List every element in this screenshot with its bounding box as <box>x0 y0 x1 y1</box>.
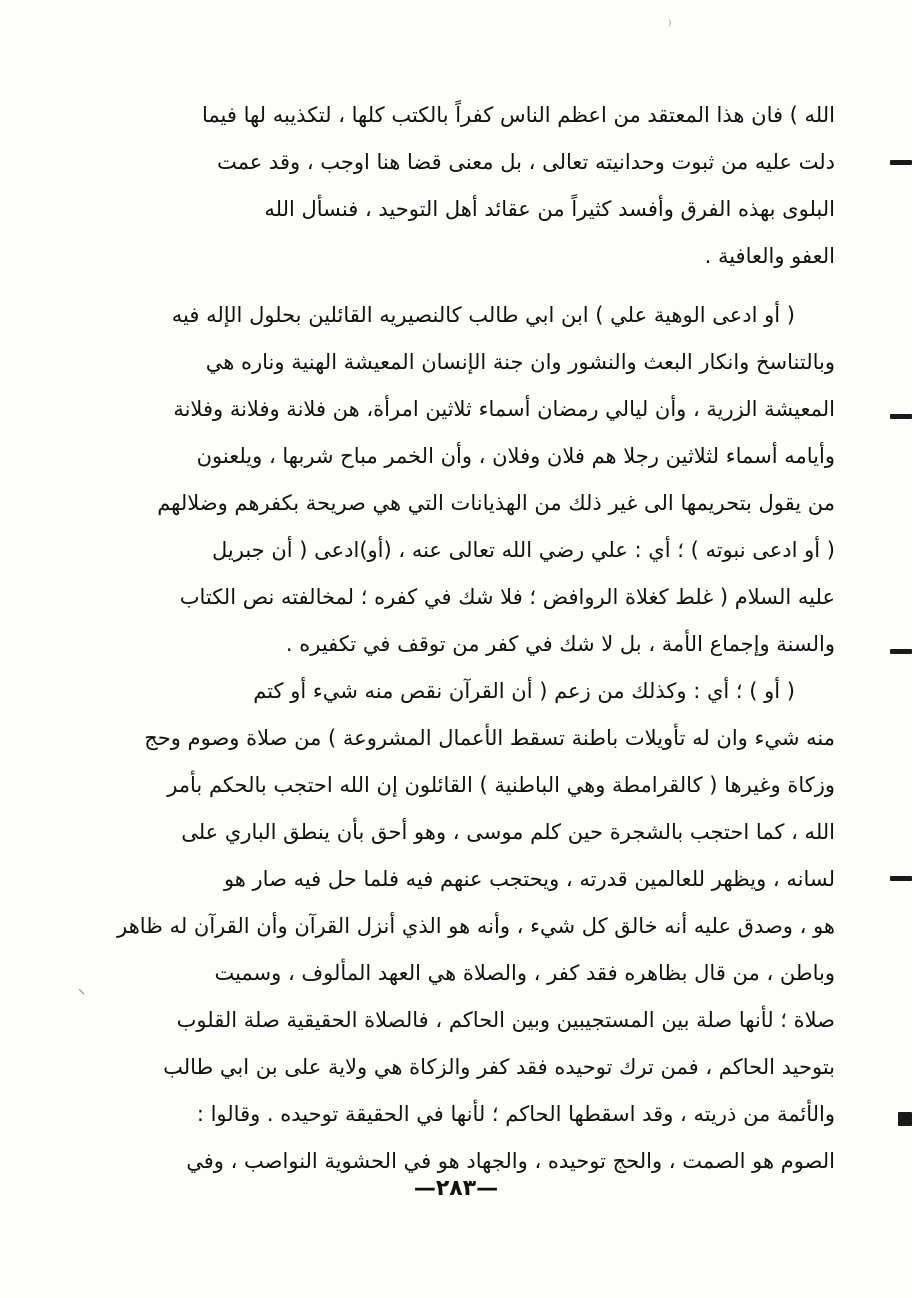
margin-scan-mark <box>890 649 912 654</box>
text-line: عليه السلام ( غلط كغلاة الروافض ؛ فلا شك في كفره ؛ لمخالفته نص الكتاب <box>179 585 835 609</box>
text-line: البلوى بهذه الفرق وأفسد كثيراً من عقائد أهل التوحيد ، فنسأل الله <box>264 197 835 221</box>
margin-scan-mark <box>890 414 912 419</box>
margin-scan-mark <box>890 160 912 165</box>
text-line: الله ) فان هذا المعتقد من اعظم الناس كفراً بالكتب كلها ، لتكذيبه لها فيما <box>201 103 835 127</box>
text-line: الله ، كما احتجب بالشجرة حين كلم موسى ، وهو أحق بأن ينطق الباري على <box>181 820 835 844</box>
text-line: العفو والعافية . <box>704 244 835 268</box>
text-line: الصوم هو الصمت ، والحج توحيده ، والجهاد هو في الحشوية النواصب ، وفي <box>186 1149 835 1173</box>
text-line: دلت عليه من ثبوت وحدانيته تعالى ، بل معنى قضا هنا اوجب ، وقد عمت <box>216 150 835 174</box>
text-line: هو ، وصدق عليه أنه خالق كل شيء ، وأنه هو الذي أنزل القرآن وأن القرآن له ظاهر <box>117 914 835 938</box>
text-line: بتوحيد الحاكم ، فمن ترك توحيده فقد كفر والزكاة هي ولاية على بن ابي طالب <box>163 1055 835 1079</box>
body-text <box>108 92 835 1185</box>
text-line: ( أو ادعى نبوته ) ؛ أي : علي رضي الله تعالى عنه ، (أو)ادعى ( أن جبريل <box>212 538 835 562</box>
text-line: من يقول بتحريمها الى غير ذلك من الهذيانات التي هي صريحة بكفرهم وضلالهم <box>157 491 835 515</box>
text-line: صلاة ؛ لأنها صلة بين المستجيبين وبين الحاكم ، فالصلاة الحقيقية صلة القلوب <box>176 1008 835 1032</box>
text-line: المعيشة الزرية ، وأن ليالي رمضان أسماء ثلاثين امرأة، هن فلانة وفلانة وفلانة <box>173 397 835 421</box>
text-line: وزكاة وغيرها ( كالقرامطة وهي الباطنية ) القائلون إن الله احتجب بالحكم بأمر <box>167 773 835 797</box>
text-line: والسنة وإجماع الأمة ، بل لا شك في كفر من توقف في تكفيره . <box>285 632 835 656</box>
scan-speck: ⸌ <box>78 987 85 1003</box>
paragraph-start-line: ( أو ) ؛ أي : وكذلك من زعم ( أن القرآن نقص منه شيء أو كتم <box>253 679 795 703</box>
margin-scan-mark <box>890 876 912 881</box>
text-line: وباطن ، من قال بظاهره فقد كفر ، والصلاة هي العهد المألوف ، وسميت <box>214 961 835 985</box>
text-line: وبالتناسخ وانكار البعث والنشور وان جنة الإنسان المعيشة الهنية وناره هي <box>205 350 835 374</box>
text-line: لسانه ، ويظهر للعالمين قدرته ، ويحتجب عنهم فيه فلما حل فيه صار هو <box>223 867 835 891</box>
scan-speck: ⁾ <box>668 18 672 34</box>
text-line: والأئمة من ذريته ، وقد اسقطها الحاكم ؛ لأنها في الحقيقة توحيده . وقالوا : <box>196 1102 835 1126</box>
margin-scan-mark <box>898 1112 912 1126</box>
paragraph-start-line: ( أو ادعى الوهية علي ) ابن ابي طالب كالنصيريه القائلين بحلول الإله فيه <box>171 303 795 327</box>
page-number: —٢٨٣— <box>413 1176 499 1201</box>
text-line: منه شيء وان له تأويلات باطنة تسقط الأعمال المشروعة ) من صلاة وصوم وحج <box>144 726 835 750</box>
text-line: وأيامه أسماء لثلاثين رجلا هم فلان وفلان ، وأن الخمر مباح شربها ، ويلعنون <box>196 444 835 468</box>
